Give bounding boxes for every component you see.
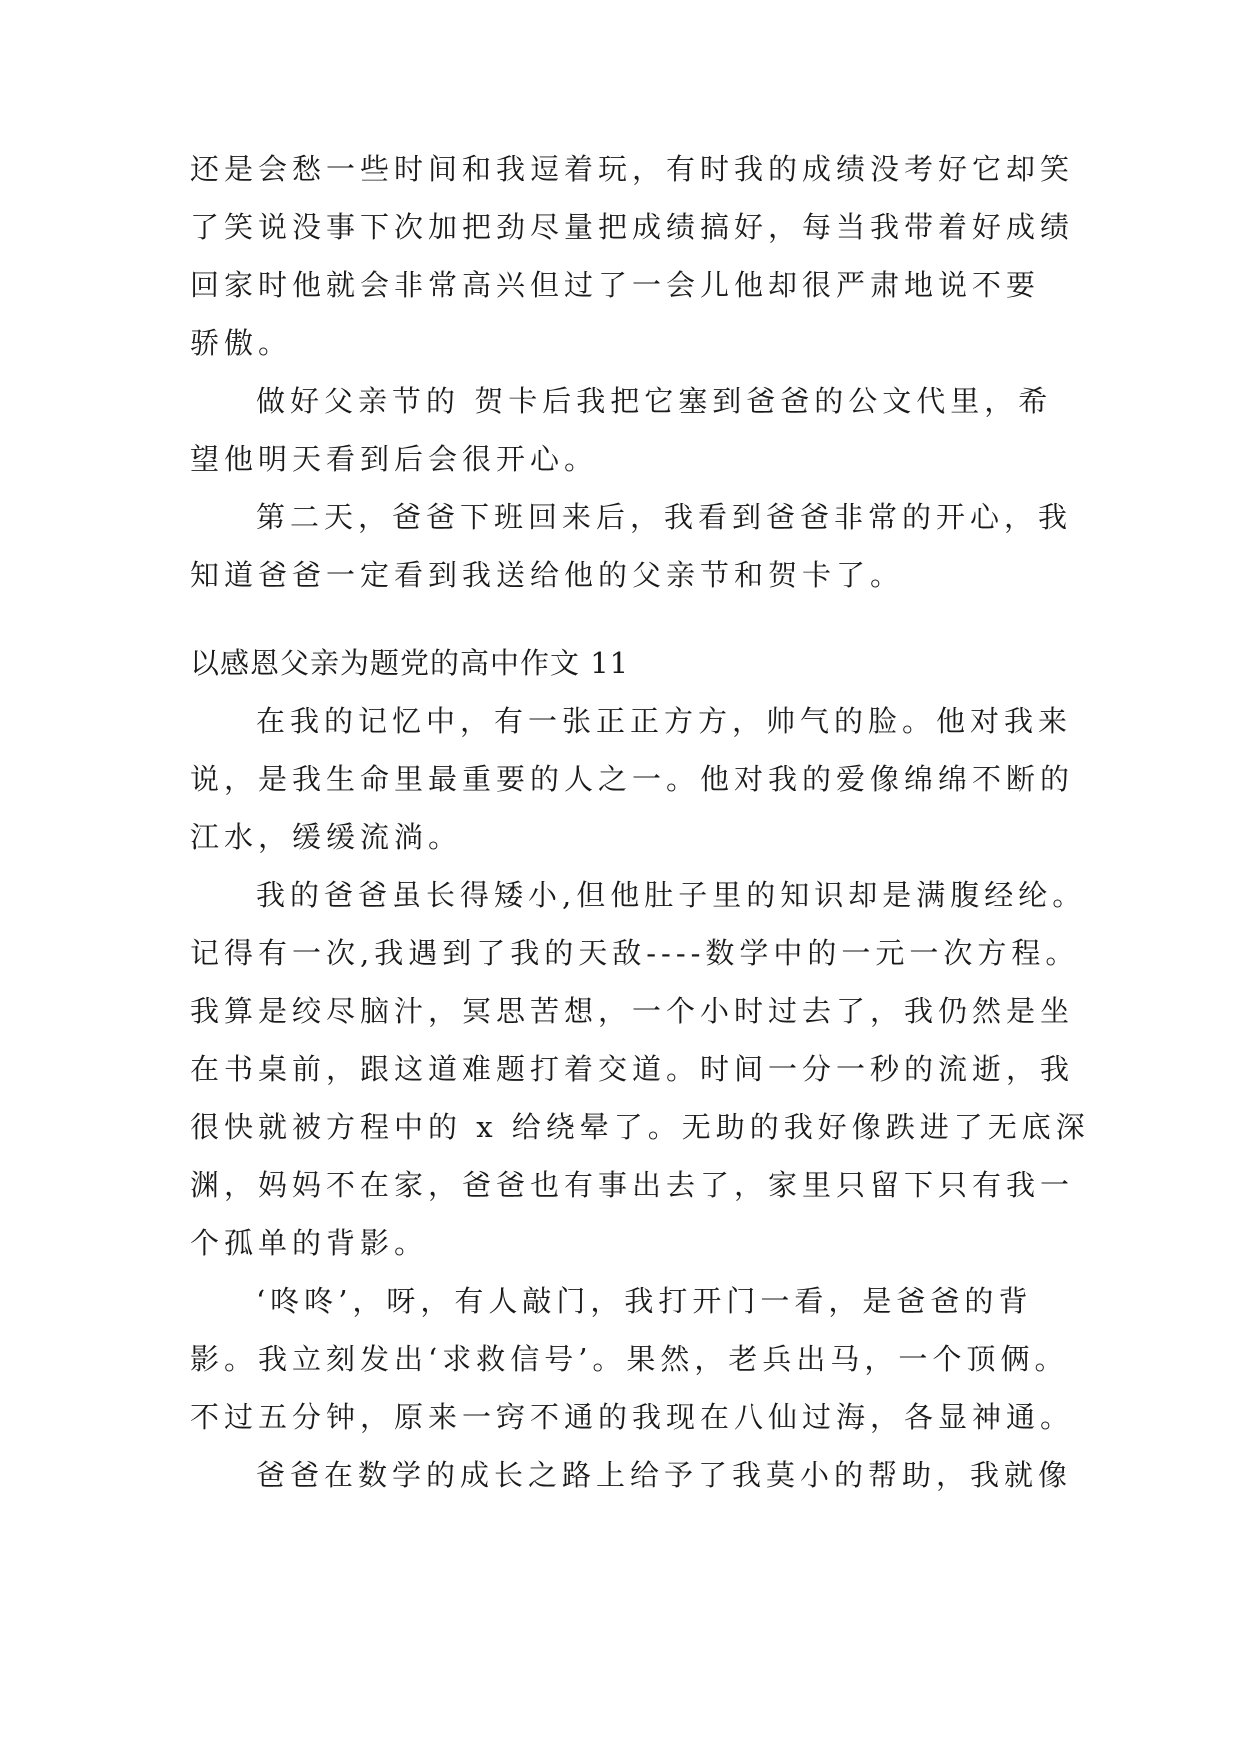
paragraph-line: 记得有一次,我遇到了我的天敌----数学中的一元一次方程。 <box>190 936 1080 970</box>
paragraph-line: 影。我立刻发出‘求救信号’。果然，老兵出马，一个顶俩。 <box>190 1342 1069 1376</box>
paragraph-line: 说，是我生命里最重要的人之一。他对我的爱像绵绵不断的 <box>190 762 1075 796</box>
paragraph-line: 回家时他就会非常高兴但过了一会儿他却很严肃地说不要 <box>190 268 1041 302</box>
paragraph-line: 在书桌前，跟这道难题打着交道。时间一分一秒的流逝，我 <box>190 1052 1075 1086</box>
paragraph-line: 很快就被方程中的 x 给绕晕了。无助的我好像跌进了无底深 <box>190 1110 1090 1144</box>
paragraph-line: 第二天，爸爸下班回来后，我看到爸爸非常的开心，我 <box>256 500 1073 534</box>
paragraph-line: 在我的记忆中，有一张正正方方，帅气的脸。他对我来 <box>256 704 1073 738</box>
paragraph-line: 了笑说没事下次加把劲尽量把成绩搞好，每当我带着好成绩 <box>190 210 1075 244</box>
text-body <box>190 140 1090 1504</box>
paragraph-line: 还是会愁一些时间和我逗着玩，有时我的成绩没考好它却笑 <box>190 152 1075 186</box>
paragraph-line: 望他明天看到后会很开心。 <box>190 442 599 476</box>
paragraph-line: 个孤单的背影。 <box>190 1226 429 1260</box>
paragraph-line: 不过五分钟，原来一窍不通的我现在八仙过海，各显神通。 <box>190 1400 1075 1434</box>
paragraph-line: 骄傲。 <box>190 326 293 360</box>
essay-title: 以感恩父亲为题党的高中作文 11 <box>190 646 630 680</box>
paragraph-line: 江水，缓缓流淌。 <box>190 820 463 854</box>
paragraph-line: 爸爸在数学的成长之路上给予了我莫小的帮助，我就像 <box>256 1458 1073 1492</box>
section-gap <box>190 604 1052 634</box>
paragraph-line: 我的爸爸虽长得矮小,但他肚子里的知识却是满腹经纶。 <box>256 878 1087 912</box>
paragraph-line: 做好父亲节的 贺卡后我把它塞到爸爸的公文代里，希 <box>256 384 1053 418</box>
paragraph-line: ‘咚咚’，呀，有人敲门，我打开门一看，是爸爸的背 <box>256 1284 1033 1318</box>
paragraph-line: 知道爸爸一定看到我送给他的父亲节和贺卡了。 <box>190 558 905 592</box>
paragraph-line: 渊，妈妈不在家，爸爸也有事出去了，家里只留下只有我一 <box>190 1168 1075 1202</box>
paragraph-line: 我算是绞尽脑汁，冥思苦想，一个小时过去了，我仍然是坐 <box>190 994 1075 1028</box>
